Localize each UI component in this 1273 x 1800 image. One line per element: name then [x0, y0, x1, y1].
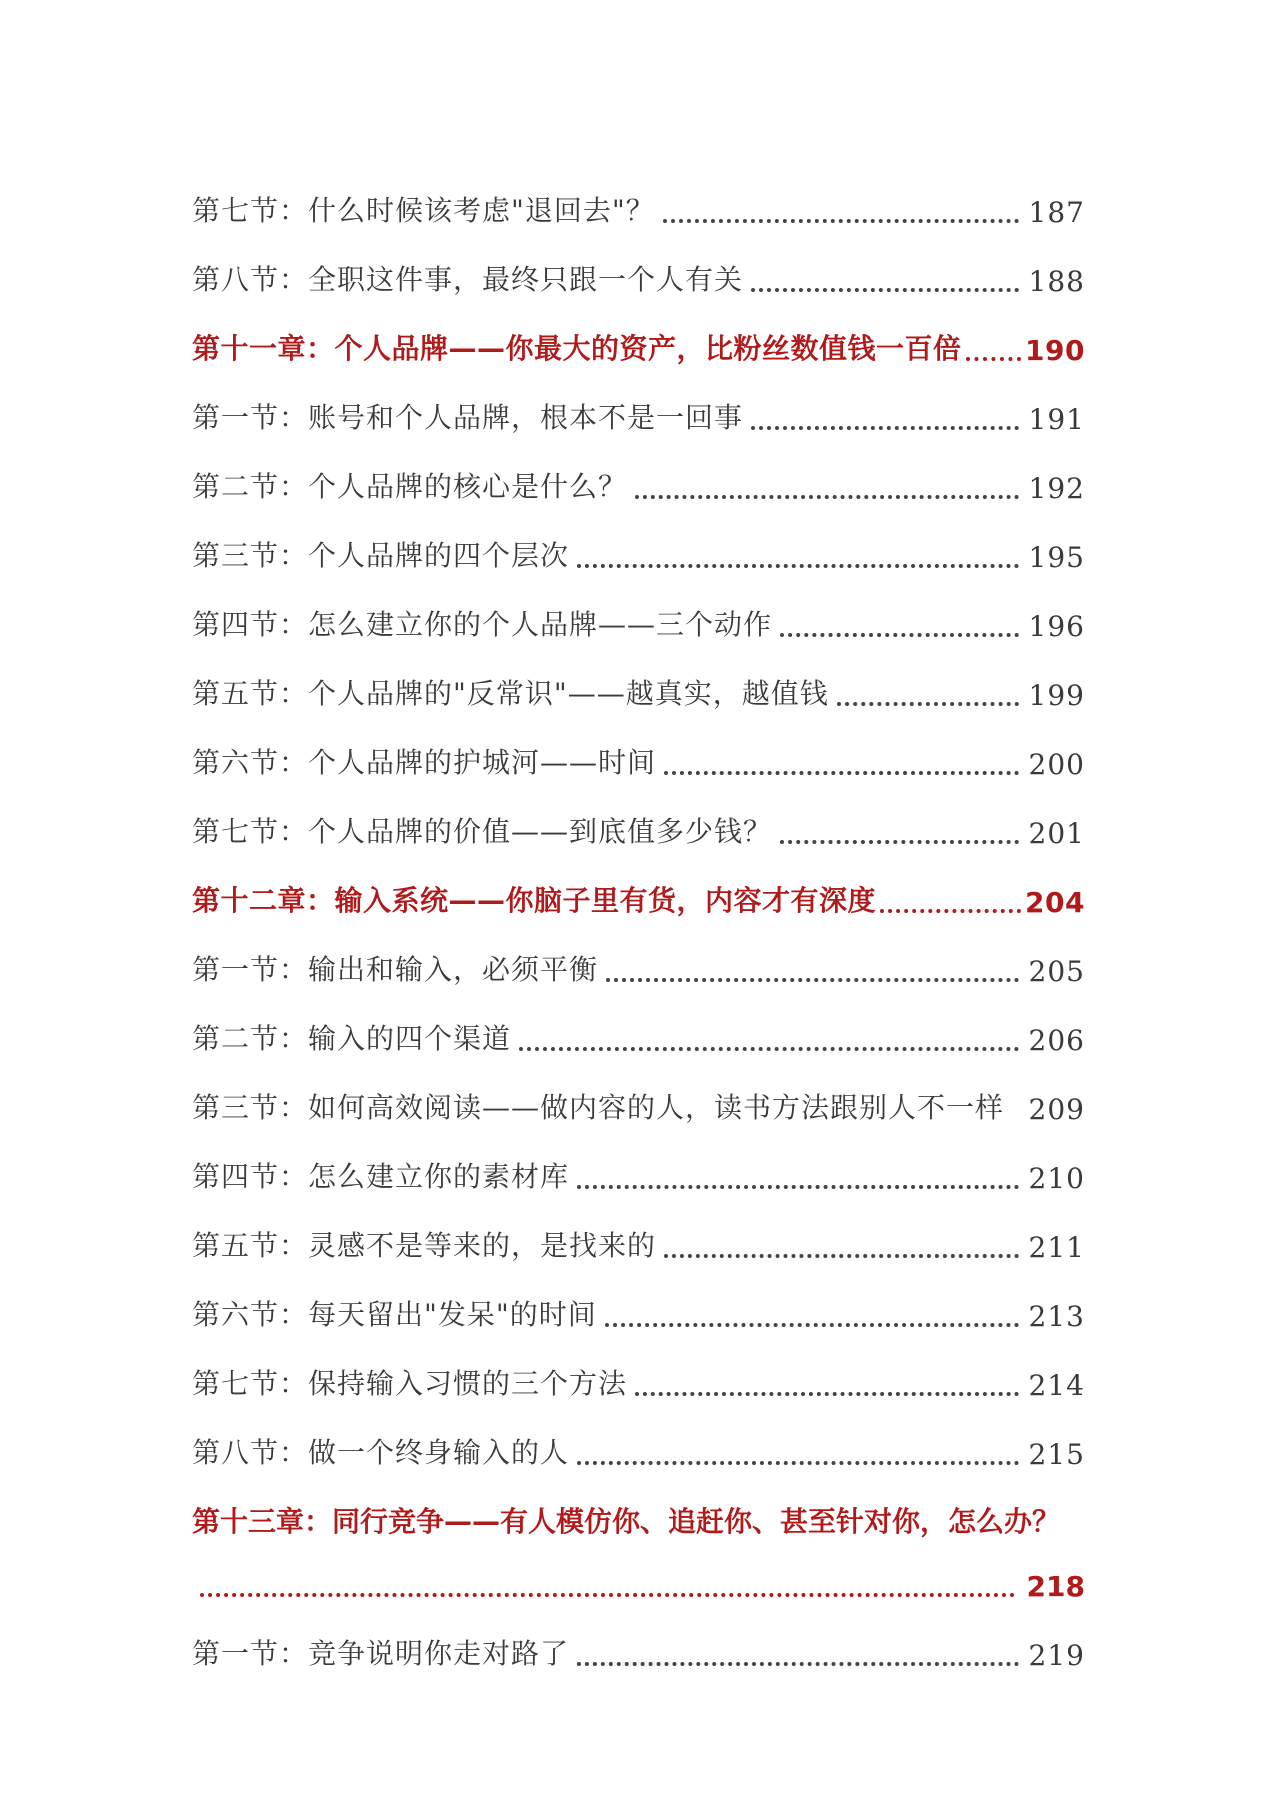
- toc-leader-dots: [751, 426, 1019, 430]
- toc-page-number: 191: [1028, 403, 1085, 436]
- toc-page-number: 201: [1028, 817, 1085, 850]
- toc-entries: [192, 160, 1085, 1471]
- toc-page-number: 214: [1028, 1369, 1085, 1402]
- toc-leader-dots: [200, 1593, 1015, 1597]
- toc-section-entry[interactable]: [192, 160, 1085, 229]
- toc-page-number: 218: [1026, 1570, 1085, 1603]
- toc-entry-title: 第四节：怎么建立你的素材库: [192, 1160, 570, 1193]
- toc-leader-dots: [780, 633, 1019, 637]
- toc-page-number: 187: [1028, 196, 1085, 229]
- toc-page-number: 199: [1028, 679, 1085, 712]
- toc-chapter-title: 第十三章：同行竞争——有人模仿你、追赶你、甚至针对你，怎么办？: [192, 1505, 1061, 1538]
- toc-leader-dots: [635, 1392, 1019, 1396]
- toc-leader-dots: [664, 771, 1019, 775]
- toc-leader-dots: [780, 840, 1019, 844]
- toc-entry-title: 第七节：保持输入习惯的三个方法: [192, 1367, 628, 1400]
- toc-page-number: 215: [1028, 1438, 1085, 1471]
- toc-leader-dots: [577, 1185, 1019, 1189]
- table-of-contents: [192, 160, 1085, 1672]
- toc-leader-dots: [664, 1254, 1019, 1258]
- toc-page-number: 206: [1028, 1024, 1085, 1057]
- toc-section-entry[interactable]: [192, 1333, 1085, 1402]
- toc-section-entry[interactable]: [192, 1264, 1085, 1333]
- toc-section-entry[interactable]: [192, 229, 1085, 298]
- toc-entry-title: 第七节：个人品牌的价值——到底值多少钱？: [192, 815, 773, 848]
- toc-chapter-entry[interactable]: [192, 298, 1085, 367]
- toc-section-entry[interactable]: [192, 1195, 1085, 1264]
- toc-entry-title: 第二节：个人品牌的核心是什么？: [192, 470, 628, 503]
- toc-section-entry[interactable]: [192, 781, 1085, 850]
- toc-chapter-entry[interactable]: [192, 1471, 1085, 1603]
- toc-section-entry[interactable]: [192, 505, 1085, 574]
- toc-entry-title: 第五节：灵感不是等来的，是找来的: [192, 1229, 657, 1262]
- toc-leader-dots: [837, 702, 1019, 706]
- toc-leader-dots: [966, 357, 1022, 361]
- toc-section-entry[interactable]: [192, 574, 1085, 643]
- toc-page-number: 219: [1028, 1639, 1085, 1672]
- toc-leader-dots: [577, 564, 1019, 568]
- toc-entry-title: 第三节：个人品牌的四个层次: [192, 539, 570, 572]
- toc-entry-title: 第六节：个人品牌的护城河——时间: [192, 746, 657, 779]
- toc-leader-dots: [577, 1461, 1019, 1465]
- toc-entry-title: 第六节：每天留出"发呆"的时间: [192, 1298, 597, 1331]
- toc-leader-dots: [635, 495, 1019, 499]
- toc-page-number: 190: [1025, 334, 1085, 367]
- toc-section-entry[interactable]: [192, 436, 1085, 505]
- toc-leader-dots: [663, 219, 1019, 223]
- toc-leader-dots: [880, 909, 1021, 913]
- toc-entry-title: 第七节：什么时候该考虑"退回去"？: [192, 194, 655, 227]
- toc-page-number: 213: [1028, 1300, 1085, 1333]
- toc-entry-title: 第二节：输入的四个渠道: [192, 1022, 512, 1055]
- toc-entry-title: 第八节：全职这件事，最终只跟一个人有关: [192, 263, 744, 296]
- toc-page-number: 211: [1028, 1231, 1085, 1264]
- toc-page-number: 195: [1028, 541, 1085, 574]
- toc-page-number: 192: [1028, 472, 1085, 505]
- toc-page-number: 205: [1028, 955, 1085, 988]
- toc-page-number: 210: [1028, 1162, 1085, 1195]
- toc-section-entry[interactable]: [192, 712, 1085, 781]
- toc-chapter-entry[interactable]: [192, 850, 1085, 919]
- toc-page-number: 188: [1028, 265, 1085, 298]
- toc-section-entry[interactable]: [192, 919, 1085, 988]
- toc-entry-title: 第一节：账号和个人品牌，根本不是一回事: [192, 401, 744, 434]
- toc-section-entry[interactable]: [192, 1126, 1085, 1195]
- toc-entry-title: 第十二章：输入系统——你脑子里有货，内容才有深度: [192, 884, 877, 917]
- toc-section-entry[interactable]: [192, 1057, 1085, 1126]
- toc-section-entry[interactable]: [192, 367, 1085, 436]
- toc-leader-dots: [519, 1047, 1019, 1051]
- toc-entry-title: 第十一章：个人品牌——你最大的资产，比粉丝数值钱一百倍: [192, 332, 962, 365]
- toc-page-number: 209: [1028, 1093, 1085, 1126]
- toc-page-number: 196: [1028, 610, 1085, 643]
- toc-entry-title: 第三节：如何高效阅读——做内容的人，读书方法跟别人不一样: [192, 1091, 1005, 1124]
- toc-entry-title: 第四节：怎么建立你的个人品牌——三个动作: [192, 608, 773, 641]
- toc-page-number: 200: [1028, 748, 1085, 781]
- toc-page-number: 204: [1025, 886, 1085, 919]
- toc-leader-dots: [751, 288, 1019, 292]
- toc-section-entry[interactable]: [192, 1603, 1085, 1672]
- toc-section-entry[interactable]: [192, 643, 1085, 712]
- toc-entry-title: 第八节：做一个终身输入的人: [192, 1436, 570, 1469]
- toc-section-entry[interactable]: [192, 988, 1085, 1057]
- toc-entry-title: 第一节：竞争说明你走对路了: [192, 1637, 570, 1670]
- toc-entry-title: 第一节：输出和输入，必须平衡: [192, 953, 599, 986]
- toc-section-entry[interactable]: [192, 1402, 1085, 1471]
- toc-leader-dots: [577, 1662, 1019, 1666]
- toc-leader-dots: [605, 1323, 1019, 1327]
- toc-entry-title: 第五节：个人品牌的"反常识"——越真实，越值钱: [192, 677, 829, 710]
- toc-leader-dots: [606, 978, 1019, 982]
